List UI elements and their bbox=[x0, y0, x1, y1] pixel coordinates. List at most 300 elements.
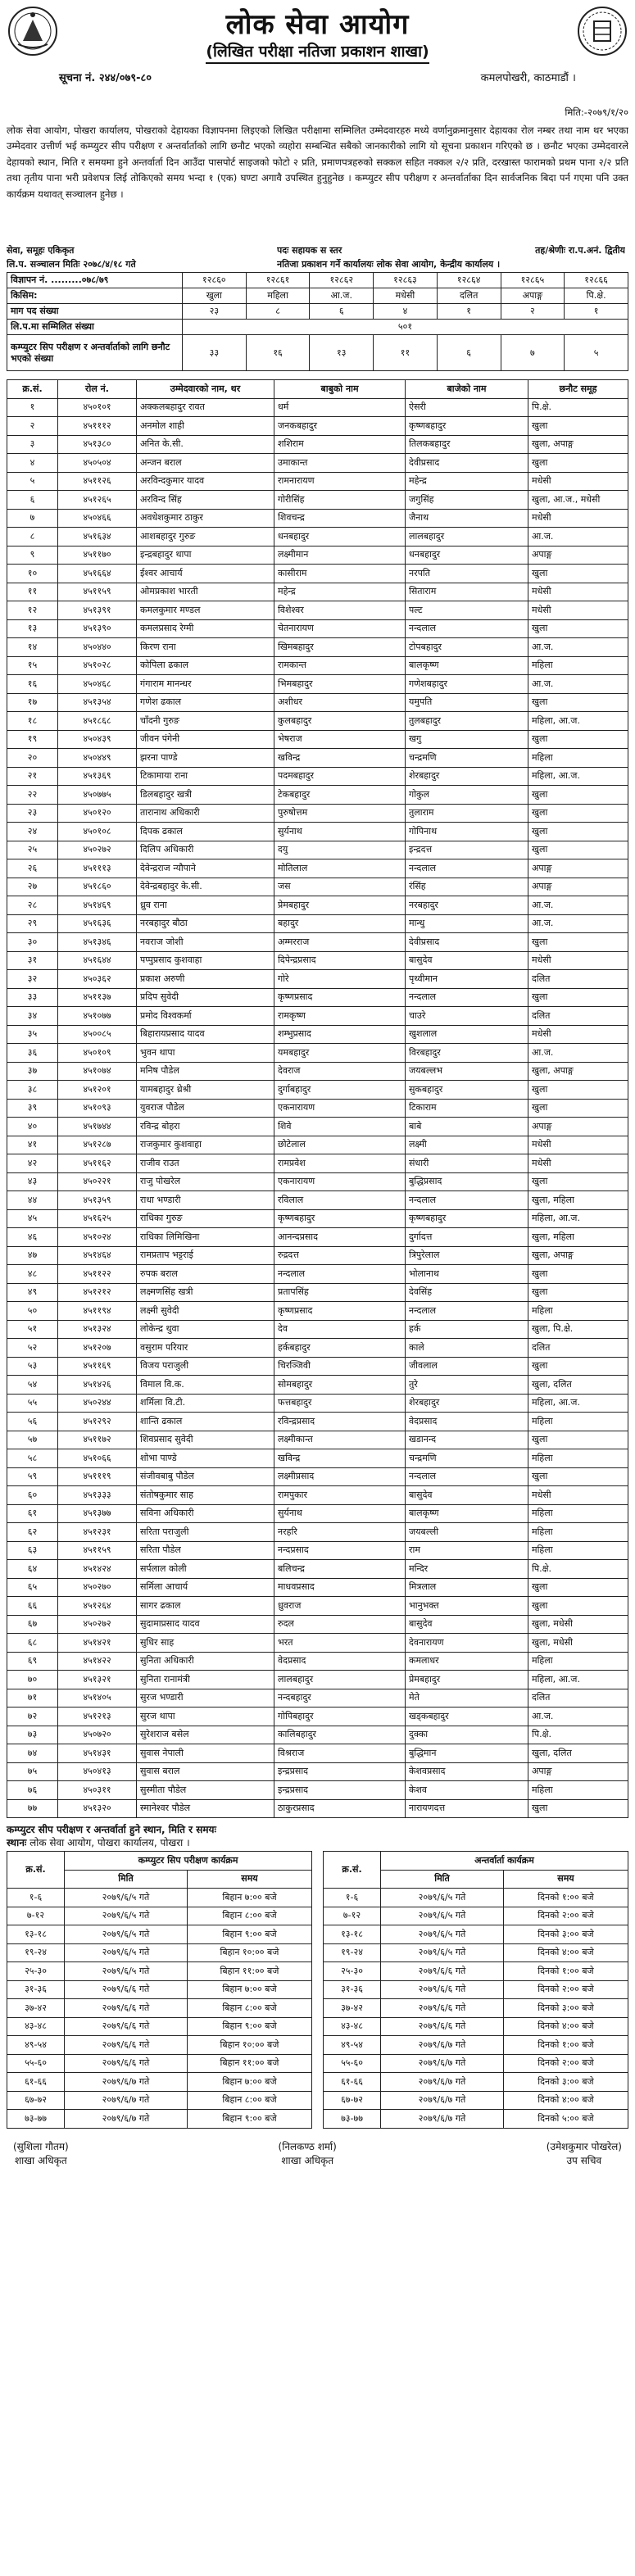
table-cell: ४५१११२ bbox=[58, 417, 137, 436]
table-cell: लालबहादुर bbox=[406, 528, 528, 546]
table-cell: महिला bbox=[528, 1302, 628, 1321]
quota-table bbox=[7, 272, 628, 371]
col-serial: क्र.सं. bbox=[324, 1852, 381, 1889]
table-cell: वसुराम परियार bbox=[137, 1339, 274, 1358]
schedule-cell: ७-१२ bbox=[324, 1907, 381, 1925]
table-cell: टिकाराम bbox=[406, 1099, 528, 1118]
schedule-cell: ३७-४२ bbox=[7, 1999, 65, 2018]
table-cell: रविन्द्र बोहरा bbox=[137, 1118, 274, 1136]
table-cell: दिपेन्द्रप्रसाद bbox=[274, 951, 406, 970]
schedule-cell: बिहान ९:०० बजे bbox=[188, 1925, 312, 1944]
table-cell: ३२ bbox=[7, 970, 58, 989]
table-cell: ७२ bbox=[7, 1708, 58, 1726]
table-cell: नरहरि bbox=[274, 1523, 406, 1542]
table-cell: लक्ष्मी bbox=[406, 1136, 528, 1154]
table-cell: धर्म bbox=[274, 398, 406, 417]
table-cell: सुवास नेपाली bbox=[137, 1744, 274, 1763]
table-cell: ४५११२६ bbox=[58, 472, 137, 491]
table-cell: मनिष पौडेल bbox=[137, 1062, 274, 1081]
table-cell: ४५०३११ bbox=[58, 1781, 137, 1800]
table-cell: लक्ष्मी सुवेदी bbox=[137, 1302, 274, 1321]
table-cell: जस bbox=[274, 878, 406, 896]
table-cell: ४५१३३३ bbox=[58, 1486, 137, 1505]
schedule-row bbox=[7, 2091, 312, 2110]
table-cell: अम्मरराज bbox=[274, 933, 406, 952]
table-cell: ४५११९४ bbox=[58, 1302, 137, 1321]
table-cell: ४३ bbox=[7, 1172, 58, 1191]
table-cell: दिलिप अधिकारी bbox=[137, 841, 274, 859]
table-cell: ४५०३६२ bbox=[58, 970, 137, 989]
table-cell: चाउरे bbox=[406, 1007, 528, 1026]
table-cell: पि.क्षे. bbox=[528, 398, 628, 417]
table-cell: शर्मिला वि.टी. bbox=[137, 1394, 274, 1413]
table-cell: खुला bbox=[528, 988, 628, 1007]
table-cell: ६३ bbox=[7, 1541, 58, 1560]
table-cell: वेदप्रसाद bbox=[274, 1652, 406, 1671]
table-cell: ४५०२४४ bbox=[58, 1394, 137, 1413]
table-cell: खुला bbox=[528, 786, 628, 805]
quota-cell: २ bbox=[501, 304, 565, 320]
table-row bbox=[7, 1376, 628, 1395]
table-cell: ७६ bbox=[7, 1781, 58, 1800]
table-cell: गोपिबहादुर bbox=[274, 1708, 406, 1726]
table-cell: ४५१२०१ bbox=[58, 1081, 137, 1100]
schedule-cell: १-६ bbox=[324, 1889, 381, 1907]
table-cell: अपाङ्ग bbox=[528, 1118, 628, 1136]
schedule-row bbox=[7, 2073, 312, 2092]
table-cell: तारानाथ अधिकारी bbox=[137, 804, 274, 823]
table-cell: खगु bbox=[406, 730, 528, 749]
table-cell: सुनिता अधिकारी bbox=[137, 1652, 274, 1671]
table-cell: १७ bbox=[7, 693, 58, 712]
table-cell: ४४ bbox=[7, 1191, 58, 1210]
table-cell: आ.ज. bbox=[528, 675, 628, 694]
table-cell: देवसिंह bbox=[406, 1283, 528, 1302]
table-cell: सुर्यनाथ bbox=[274, 1504, 406, 1523]
table-cell: महिला bbox=[528, 1541, 628, 1560]
table-row bbox=[7, 1099, 628, 1118]
table-cell: संजीवबाबु पौडेल bbox=[137, 1467, 274, 1486]
table-cell: ४५१०९३ bbox=[58, 1099, 137, 1118]
table-cell: दलित bbox=[528, 970, 628, 989]
table-cell: ध्रुवराज bbox=[274, 1597, 406, 1616]
table-row bbox=[7, 1726, 628, 1744]
table-cell: खुला bbox=[528, 1431, 628, 1449]
venue-label: स्थानः bbox=[7, 1837, 27, 1848]
table-cell: ४५११६९ bbox=[58, 1357, 137, 1376]
table-cell: ४५१२१३ bbox=[58, 1708, 137, 1726]
table-cell: बलिचन्द्र bbox=[274, 1560, 406, 1579]
section-subtitle: (लिखित परीक्षा नतिजा प्रकाशन शाखा) bbox=[206, 43, 429, 64]
table-cell: महिला bbox=[528, 1413, 628, 1431]
table-row bbox=[7, 1062, 628, 1081]
table-cell: अवधेशकुमार ठाकुर bbox=[137, 509, 274, 528]
table-cell: २१ bbox=[7, 767, 58, 786]
table-cell: खुला, आ.ज., मधेसी bbox=[528, 491, 628, 510]
table-cell: ४५१३९१ bbox=[58, 601, 137, 620]
table-cell: यमुपति bbox=[406, 693, 528, 712]
table-cell: ४५१११९ bbox=[58, 1467, 137, 1486]
table-row bbox=[7, 435, 628, 454]
table-cell: गंगाराम मानन्धर bbox=[137, 675, 274, 694]
table-cell: मान्धु bbox=[406, 914, 528, 933]
table-cell: नन्दलाल bbox=[406, 1467, 528, 1486]
table-cell: ४५१८६८ bbox=[58, 712, 137, 731]
schedule-row bbox=[7, 1925, 312, 1944]
table-cell: खुला bbox=[528, 454, 628, 473]
table-cell: केशवप्रसाद bbox=[406, 1762, 528, 1781]
schedule-cell: २०७९/६/६ गते bbox=[65, 2054, 188, 2073]
table-cell: बुद्धिप्रसाद bbox=[406, 1172, 528, 1191]
table-cell: खुला bbox=[528, 693, 628, 712]
table-cell: नन्दलाल bbox=[274, 1265, 406, 1284]
table-cell: २९ bbox=[7, 914, 58, 933]
table-row bbox=[7, 1652, 628, 1671]
table-cell: खुला, महिला bbox=[528, 1191, 628, 1210]
page-title: लोक सेवा आयोग bbox=[225, 8, 410, 41]
table-cell: खड्कबहादुर bbox=[406, 1708, 528, 1726]
table-cell: इन्द्रदत्त bbox=[406, 841, 528, 859]
table-cell: पृथ्वीमान bbox=[406, 970, 528, 989]
table-cell: १५ bbox=[7, 656, 58, 675]
table-cell: कमलाधर bbox=[406, 1652, 528, 1671]
table-cell: बासुदेव bbox=[406, 1486, 528, 1505]
table-cell: आशबहादुर गुरुङ bbox=[137, 528, 274, 546]
quota-cell: मधेसी bbox=[374, 288, 438, 304]
quota-cell: ३३ bbox=[183, 335, 247, 371]
schedule-cell: ४३-४८ bbox=[324, 2017, 381, 2036]
notice-header bbox=[7, 5, 628, 105]
schedule-cell: २०७९/६/७ गते bbox=[65, 2110, 188, 2129]
table-cell: मधेसी bbox=[528, 1025, 628, 1044]
table-cell: मधेसी bbox=[528, 951, 628, 970]
table-cell: खुला, मधेसी bbox=[528, 1615, 628, 1634]
table-cell: ५९ bbox=[7, 1467, 58, 1486]
schedule-cell: २०७९/६/६ गते bbox=[381, 1999, 504, 2018]
schedule-row bbox=[7, 1980, 312, 1999]
table-cell: उमाकान्त bbox=[274, 454, 406, 473]
table-cell: अनित के.सी. bbox=[137, 435, 274, 454]
table-cell: भिमबहादुर bbox=[274, 675, 406, 694]
table-row bbox=[7, 1671, 628, 1689]
col-date: मिति bbox=[65, 1870, 188, 1889]
table-cell: ४५०१०९ bbox=[58, 1044, 137, 1063]
table-cell: आनन्दप्रसाद bbox=[274, 1228, 406, 1247]
schedule-cell: दिनको १:०० बजे bbox=[504, 2036, 628, 2055]
table-cell: ४५११७० bbox=[58, 546, 137, 565]
table-cell: शिवचन्द्र bbox=[274, 509, 406, 528]
table-cell: पप्पुप्रसाद कुशवाहा bbox=[137, 951, 274, 970]
schedule-cell: दिनको २:०० बजे bbox=[504, 2054, 628, 2073]
table-cell: खुला bbox=[528, 823, 628, 841]
table-cell: ४५०४६८ bbox=[58, 675, 137, 694]
table-row bbox=[7, 1762, 628, 1781]
table-cell: पदमबहादुर bbox=[274, 767, 406, 786]
table-cell: गोरे bbox=[274, 970, 406, 989]
table-row bbox=[7, 1136, 628, 1154]
table-cell: ४८ bbox=[7, 1265, 58, 1284]
table-cell: ४५१३२१ bbox=[58, 1671, 137, 1689]
table-cell: कोपिला ढकाल bbox=[137, 656, 274, 675]
table-row bbox=[7, 951, 628, 970]
table-cell: ४५०५०४ bbox=[58, 454, 137, 473]
table-cell: रामकृष्ण bbox=[274, 1007, 406, 1026]
table-cell: ४५१४६४ bbox=[58, 1246, 137, 1265]
table-cell: खडानन्द bbox=[406, 1431, 528, 1449]
table-cell: महिला bbox=[528, 656, 628, 675]
schedule-cell: ४९-५४ bbox=[7, 2036, 65, 2055]
table-cell: ६४ bbox=[7, 1560, 58, 1579]
computer-test-caption: कम्प्युटर सिप परीक्षण कार्यक्रम bbox=[65, 1852, 312, 1871]
table-cell: १६ bbox=[7, 675, 58, 694]
table-cell: खुला, महिला bbox=[528, 1228, 628, 1247]
schedule-cell: २०७९/६/६ गते bbox=[381, 2017, 504, 2036]
table-cell: ४५१७४४ bbox=[58, 1118, 137, 1136]
table-cell: टोपबहादुर bbox=[406, 638, 528, 657]
signatory bbox=[547, 2140, 622, 2168]
table-cell: खुला bbox=[528, 565, 628, 583]
table-cell: खुला bbox=[528, 1081, 628, 1100]
table-row bbox=[7, 1007, 628, 1026]
table-cell: विशेश्वर bbox=[274, 601, 406, 620]
table-cell: महिला bbox=[528, 1523, 628, 1542]
schedule-cell: ३७-४२ bbox=[324, 1999, 381, 2018]
table-cell: आ.ज. bbox=[528, 1044, 628, 1063]
table-cell: गोरीसिंह bbox=[274, 491, 406, 510]
table-cell: विरबहादुर bbox=[406, 1044, 528, 1063]
table-cell: खविन्द्र bbox=[274, 1449, 406, 1468]
table-cell: ८ bbox=[7, 528, 58, 546]
quota-row bbox=[7, 335, 628, 371]
table-cell: शिवप्रसाद सुवेदी bbox=[137, 1431, 274, 1449]
table-cell: लोकेन्द्र थुवा bbox=[137, 1320, 274, 1339]
table-row bbox=[7, 1228, 628, 1247]
table-cell: ४५०१०१ bbox=[58, 398, 137, 417]
table-cell: नन्दलाल bbox=[406, 859, 528, 878]
notice-date: मिति:-२०७९/१/२० bbox=[565, 107, 628, 118]
table-cell: ४५१२८७ bbox=[58, 1136, 137, 1154]
schedule-cell: ५५-६० bbox=[324, 2054, 381, 2073]
table-cell: सुरज भण्डारी bbox=[137, 1689, 274, 1708]
signatory bbox=[279, 2140, 337, 2168]
table-cell: राजीव राउत bbox=[137, 1154, 274, 1173]
quota-cell: १ bbox=[437, 304, 501, 320]
table-cell: खुला, अपाङ्ग bbox=[528, 1062, 628, 1081]
table-cell: कृष्णप्रसाद bbox=[274, 1302, 406, 1321]
table-cell: ५ bbox=[7, 472, 58, 491]
quota-cell: ६ bbox=[437, 335, 501, 371]
schedule-cell: बिहान ७:०० बजे bbox=[188, 1980, 312, 1999]
table-cell: ४९ bbox=[7, 1283, 58, 1302]
table-cell: रामपुकार bbox=[274, 1486, 406, 1505]
schedule-row bbox=[324, 2073, 628, 2092]
table-cell: बालकृष्ण bbox=[406, 1504, 528, 1523]
table-cell: ४५१३२४ bbox=[58, 1320, 137, 1339]
table-cell: अपाङ्ग bbox=[528, 546, 628, 565]
table-row bbox=[7, 804, 628, 823]
table-cell: ५१ bbox=[7, 1320, 58, 1339]
quota-cell: पि.क्षे. bbox=[565, 288, 628, 304]
table-cell: सुरज थापा bbox=[137, 1708, 274, 1726]
schedule-cell: बिहान ७:०० बजे bbox=[188, 1889, 312, 1907]
table-cell: ४५१६४४ bbox=[58, 951, 137, 970]
table-cell: खुला bbox=[528, 841, 628, 859]
table-cell: ४५१६३४ bbox=[58, 528, 137, 546]
table-cell: खुला, दलित bbox=[528, 1744, 628, 1763]
table-cell: सिताराम bbox=[406, 583, 528, 601]
table-cell: ७७ bbox=[7, 1799, 58, 1818]
table-cell: खुला bbox=[528, 1283, 628, 1302]
table-cell: महिला bbox=[528, 1652, 628, 1671]
table-cell: आ.ज. bbox=[528, 1708, 628, 1726]
table-cell: यामबहादुर थ्रेश्री bbox=[137, 1081, 274, 1100]
table-cell: ४५१४६९ bbox=[58, 896, 137, 915]
schedule-cell: दिनको ४:०० बजे bbox=[504, 2091, 628, 2110]
table-cell: ४५११६२ bbox=[58, 1154, 137, 1173]
table-cell: चाँदनी गुरुङ bbox=[137, 712, 274, 731]
table-cell: ४५०४३९ bbox=[58, 730, 137, 749]
table-row bbox=[7, 1781, 628, 1800]
table-cell: कृष्णबहादुर bbox=[274, 1209, 406, 1228]
table-cell: ४५१४२२ bbox=[58, 1652, 137, 1671]
table-cell: धनबहादुर bbox=[406, 546, 528, 565]
table-cell: १ bbox=[7, 398, 58, 417]
table-cell: सुरेशराज बसेल bbox=[137, 1726, 274, 1744]
schedule-cell: २०७९/६/६ गते bbox=[65, 1980, 188, 1999]
table-cell: १९ bbox=[7, 730, 58, 749]
table-cell: ७१ bbox=[7, 1689, 58, 1708]
table-cell: पुरुषोत्तम bbox=[274, 804, 406, 823]
table-cell: ५२ bbox=[7, 1339, 58, 1358]
table-row bbox=[7, 1799, 628, 1818]
table-row bbox=[7, 1578, 628, 1597]
table-cell: चन्द्रमणि bbox=[406, 749, 528, 768]
table-cell: जयबल्लभ bbox=[406, 1062, 528, 1081]
table-cell: ४५१६२५ bbox=[58, 1209, 137, 1228]
schedule-row bbox=[7, 2054, 312, 2073]
schedule-cell: ६७-७२ bbox=[324, 2091, 381, 2110]
schedule-row bbox=[324, 1980, 628, 1999]
table-cell: एकनारायण bbox=[274, 1099, 406, 1118]
table-row bbox=[7, 1597, 628, 1616]
table-cell: ठाकुरप्रसाद bbox=[274, 1799, 406, 1818]
schedule-cell: २५-३० bbox=[7, 1962, 65, 1981]
schedule-cell: २०७९/६/७ गते bbox=[381, 2110, 504, 2129]
table-row bbox=[7, 1394, 628, 1413]
table-cell: २६ bbox=[7, 859, 58, 878]
table-row bbox=[7, 1081, 628, 1100]
service-details bbox=[7, 244, 628, 272]
table-cell: दिपक ढकाल bbox=[137, 823, 274, 841]
table-cell: खुला bbox=[528, 1172, 628, 1191]
table-cell: सुदामाप्रसाद यादव bbox=[137, 1615, 274, 1634]
table-cell: पि.क्षे. bbox=[528, 1726, 628, 1744]
schedule-cell: २०७९/६/७ गते bbox=[65, 2073, 188, 2092]
schedule-cell: ५५-६० bbox=[7, 2054, 65, 2073]
table-cell: चन्द्रमणि bbox=[406, 1449, 528, 1468]
schedule-cell: ६७-७२ bbox=[7, 2091, 65, 2110]
table-cell: युवराज पौडेल bbox=[137, 1099, 274, 1118]
schedule-cell: २०७९/६/६ गते bbox=[381, 1980, 504, 1999]
schedule-cell: बिहान ९:०० बजे bbox=[188, 2110, 312, 2129]
schedule-cell: २०७९/६/७ गते bbox=[381, 2054, 504, 2073]
table-cell: लक्ष्मणसिंह खत्री bbox=[137, 1283, 274, 1302]
table-row bbox=[7, 1044, 628, 1063]
quota-cell: १२८६३ bbox=[374, 273, 438, 288]
schedule-cell: दिनको ३:०० बजे bbox=[504, 1999, 628, 2018]
computer-test-schedule-table bbox=[7, 1851, 312, 2129]
table-row bbox=[7, 896, 628, 915]
quota-row bbox=[7, 288, 628, 304]
table-cell: शेरबहादुर bbox=[406, 1394, 528, 1413]
table-cell: महिला bbox=[528, 749, 628, 768]
table-cell: खुला, अपाङ्ग bbox=[528, 435, 628, 454]
schedule-cell: दिनको ४:०० बजे bbox=[504, 2017, 628, 2036]
table-cell: ४५१०२८ bbox=[58, 656, 137, 675]
table-cell: ४५१३४६ bbox=[58, 933, 137, 952]
schedule-row bbox=[7, 1943, 312, 1962]
table-row bbox=[7, 970, 628, 989]
table-cell: ईश्वर आचार्य bbox=[137, 565, 274, 583]
quota-cell: १६ bbox=[246, 335, 310, 371]
schedule-cell: बिहान १०:०० बजे bbox=[188, 2036, 312, 2055]
table-cell: खुला bbox=[528, 1799, 628, 1818]
table-cell: ४५०२७२ bbox=[58, 841, 137, 859]
schedule-cell: दिनको ५:०० बजे bbox=[504, 2110, 628, 2129]
table-cell: ३१ bbox=[7, 951, 58, 970]
table-cell: बुद्धिमान bbox=[406, 1744, 528, 1763]
table-cell: अपाङ्ग bbox=[528, 859, 628, 878]
table-cell: खुला bbox=[528, 933, 628, 952]
table-cell: मधेसी bbox=[528, 1154, 628, 1173]
table-cell: ४५०२७२ bbox=[58, 1615, 137, 1634]
signatory-post: शाखा अधिकृत bbox=[281, 2154, 334, 2166]
schedule-cell: ७३-७७ bbox=[7, 2110, 65, 2129]
schedule-cell: २०७९/६/५ गते bbox=[381, 1943, 504, 1962]
table-cell: शम्भुप्रसाद bbox=[274, 1025, 406, 1044]
schedule-cell: २०७९/६/६ गते bbox=[65, 2036, 188, 2055]
schedule-cell: २०७९/६/६ गते bbox=[65, 2017, 188, 2036]
table-cell: राम bbox=[406, 1541, 528, 1560]
table-cell: ३४ bbox=[7, 1007, 58, 1026]
table-cell: लक्ष्मीमान bbox=[274, 546, 406, 565]
table-cell: महिला, आ.ज. bbox=[528, 1209, 628, 1228]
table-row bbox=[7, 1246, 628, 1265]
table-cell: २८ bbox=[7, 896, 58, 915]
table-cell: ३८ bbox=[7, 1081, 58, 1100]
table-cell: सर्पलाल कोली bbox=[137, 1560, 274, 1579]
table-cell: एकनारायण bbox=[274, 1172, 406, 1191]
table-cell: रुदल bbox=[274, 1615, 406, 1634]
table-cell: ४५००८५ bbox=[58, 1025, 137, 1044]
schedule-cell: २०७९/६/६ गते bbox=[381, 1962, 504, 1981]
table-row bbox=[7, 712, 628, 731]
table-cell: ४५१३२० bbox=[58, 1799, 137, 1818]
notice-number: सूचना नं. २४४/०७९-८० bbox=[59, 71, 152, 84]
table-cell: तुलबहादुर bbox=[406, 712, 528, 731]
table-cell: झरना पाण्डे bbox=[137, 749, 274, 768]
table-cell: ५४ bbox=[7, 1376, 58, 1395]
table-cell: ४५१२१२ bbox=[58, 1283, 137, 1302]
table-cell: महिला bbox=[528, 1504, 628, 1523]
schedule-row bbox=[7, 1999, 312, 2018]
table-cell: मधेसी bbox=[528, 509, 628, 528]
table-cell: खुला bbox=[528, 1357, 628, 1376]
table-cell: ४५०४४९ bbox=[58, 749, 137, 768]
table-cell: अन्जन बराल bbox=[137, 454, 274, 473]
schedule-row bbox=[324, 2091, 628, 2110]
table-cell: आ.ज. bbox=[528, 914, 628, 933]
